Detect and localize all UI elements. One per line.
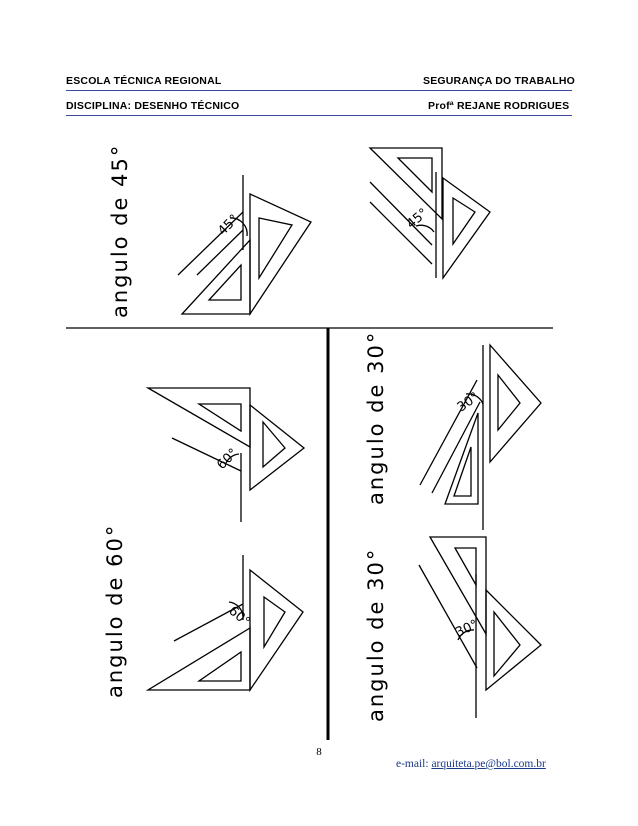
figure-45-left <box>178 175 311 314</box>
label-angle-30-lower: angulo de 30° <box>364 547 388 722</box>
label-angle-45: angulo de 45° <box>108 143 132 318</box>
figure-45-right <box>370 148 490 278</box>
discipline-name: DISCIPLINA: DESENHO TÉCNICO <box>66 100 240 112</box>
label-angle-60: angulo de 60° <box>103 523 127 698</box>
email-line <box>396 758 546 770</box>
email-prefix: e-mail: <box>396 758 432 770</box>
subject-name: SEGURANÇA DO TRABALHO <box>423 75 575 87</box>
fig3-angle-label: 60° <box>214 445 242 473</box>
teacher-name: Profª REJANE RODRIGUES <box>428 100 570 112</box>
fig4-angle-label: 60° <box>225 603 253 630</box>
figure-30-upper <box>420 345 541 530</box>
fig5-angle-label: 30° <box>454 389 483 416</box>
page-number: 8 <box>316 746 322 758</box>
school-name: ESCOLA TÉCNICA REGIONAL <box>66 75 222 87</box>
figure-60-lower <box>148 555 303 690</box>
fig1-angle-label: 45° <box>215 211 243 239</box>
fig6-angle-label: 30° <box>453 617 481 641</box>
label-angle-30-upper: angulo de 30° <box>364 330 388 505</box>
figure-30-lower <box>419 537 541 718</box>
fig2-angle-label: 45° <box>403 205 432 233</box>
email-link[interactable]: arquiteta.pe@bol.com.br <box>431 758 546 770</box>
